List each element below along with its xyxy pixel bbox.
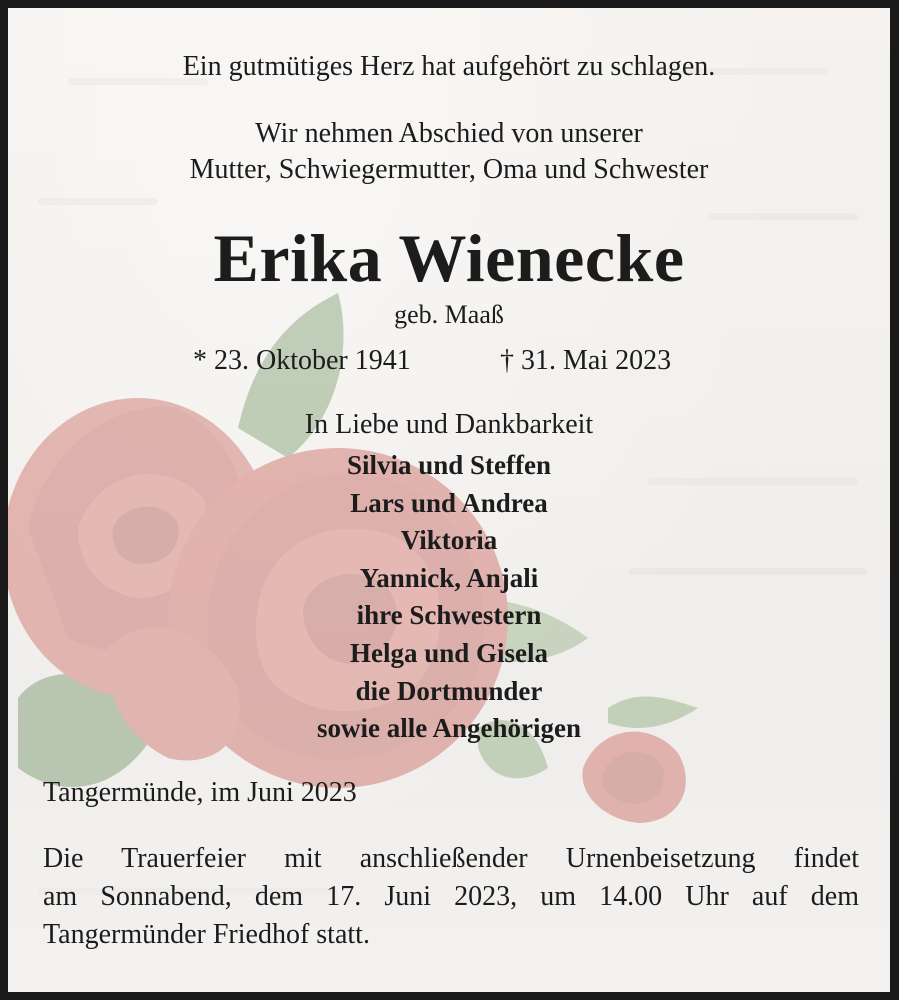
mourner-entry: ihre Schwestern bbox=[356, 600, 542, 631]
mourner-entry: Yannick, Anjali bbox=[359, 562, 539, 593]
love-line: In Liebe und Dankbarkeit bbox=[304, 409, 594, 440]
mourners-list bbox=[8, 447, 890, 748]
farewell-line: Mutter, Schwiegermutter, Oma und Schwester bbox=[189, 154, 709, 185]
birth-name: geb. Maaß bbox=[394, 300, 504, 329]
mourner-entry: Lars und Andrea bbox=[350, 487, 548, 518]
mourner-entry: Silvia und Steffen bbox=[346, 450, 552, 480]
birth-date: * 23. Oktober 1941 bbox=[193, 345, 411, 376]
mourner-entry: Helga und Gisela bbox=[349, 637, 549, 668]
mourner-entry: sowie alle Angehörigen bbox=[317, 713, 581, 744]
service-line: Die Trauerfeier mit anschließender Urnenbeisetzung findet bbox=[43, 843, 859, 874]
obituary-card bbox=[8, 8, 890, 992]
service-announcement bbox=[43, 840, 859, 954]
service-line: Tangermünder Friedhof statt. bbox=[43, 919, 370, 950]
mourner-entry: Viktoria bbox=[400, 525, 498, 556]
place-date: Tangermünde, im Juni 2023 bbox=[43, 777, 357, 808]
mourner-entry: die Dortmunder bbox=[355, 675, 543, 706]
intro-line: Ein gutmütiges Herz hat aufgehört zu schlagen. bbox=[182, 51, 716, 82]
farewell-line: Wir nehmen Abschied von unserer bbox=[255, 118, 643, 149]
deceased-name: Erika Wienecke bbox=[213, 220, 685, 296]
service-line: am Sonnabend, dem 17. Juni 2023, um 14.00 Uhr auf dem bbox=[43, 881, 859, 912]
death-date: † 31. Mai 2023 bbox=[500, 345, 672, 376]
